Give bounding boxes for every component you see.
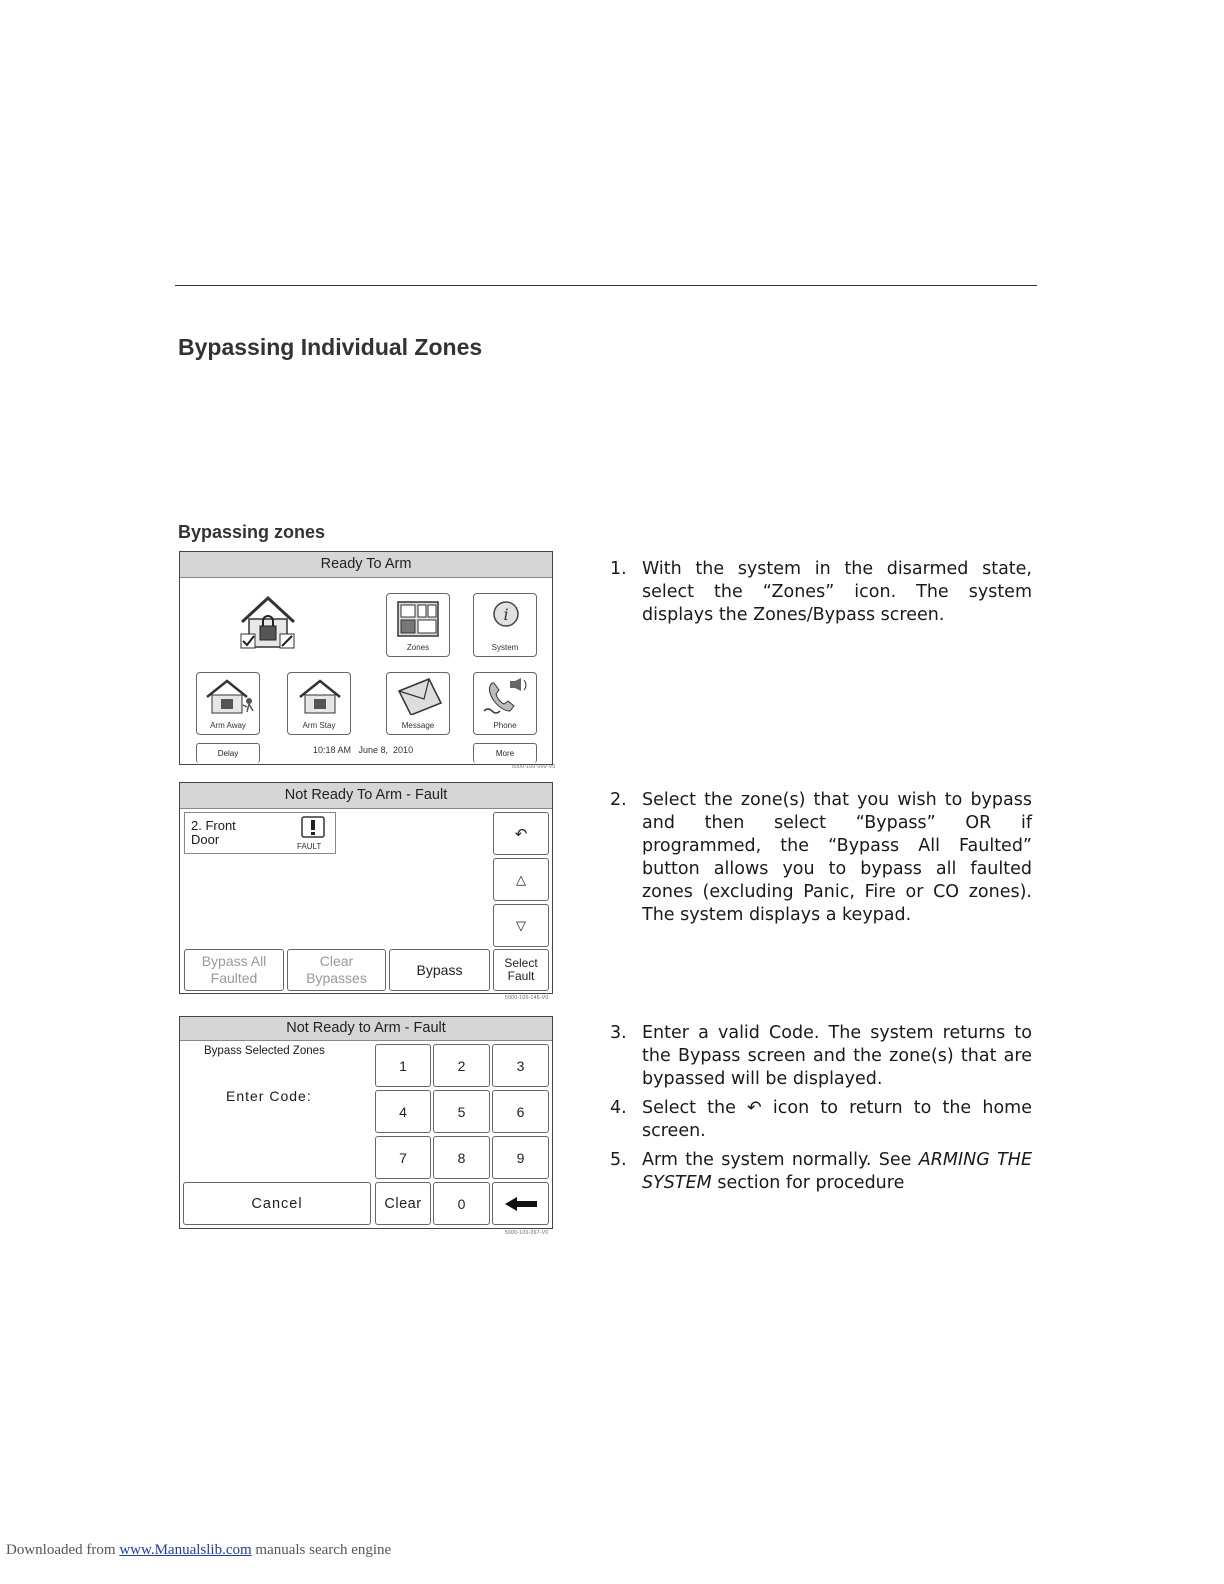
scroll-down-button[interactable] [493, 904, 549, 947]
screen-title-bar: Not Ready To Arm - Fault [180, 783, 552, 809]
page-heading: Bypassing Individual Zones [178, 334, 483, 360]
arm-stay-label: Arm Stay [302, 721, 336, 730]
step-block-2 [610, 789, 1032, 933]
arm-away-label: Arm Away [210, 721, 246, 730]
step-number: 3. [610, 1023, 627, 1043]
section-subheading: Bypassing zones [178, 522, 326, 542]
arm-away-house-icon [203, 677, 255, 715]
bypass-button[interactable]: Bypass [389, 949, 490, 991]
footer-prefix: Downloaded from [6, 1542, 116, 1558]
zone-name-line1: 2. Front [191, 818, 236, 833]
arm-stay-house-icon [296, 677, 344, 715]
bypass-all-line2: Faulted [210, 970, 258, 986]
backspace-button[interactable] [492, 1182, 549, 1225]
step-2 [610, 789, 1032, 927]
zones-grid-icon [397, 601, 439, 637]
screen-title-bar: Ready To Arm [180, 552, 552, 578]
keypad-key-0[interactable]: 0 [433, 1182, 490, 1225]
step-5 [610, 1149, 1032, 1195]
backspace-arrow-icon [503, 1196, 539, 1212]
keypad-key-1[interactable]: 1 [375, 1044, 431, 1087]
fault-label: FAULT [297, 842, 322, 851]
enter-code-screen [179, 1016, 553, 1229]
keypad-key-5[interactable]: 5 [433, 1090, 490, 1133]
step-block-3 [610, 1022, 1032, 1201]
scroll-up-button[interactable] [493, 858, 549, 901]
top-rule [175, 285, 1037, 286]
step-text: Enter a valid Code. The system returns to the Bypass screen and the zone(s) that are bypassed will be displayed. [642, 1023, 1032, 1089]
message-label: Message [401, 721, 435, 730]
step-number: 2. [610, 790, 627, 810]
phone-tile[interactable] [473, 672, 537, 735]
up-arrow-icon: △ [516, 871, 526, 887]
phone-label: Phone [493, 721, 517, 730]
back-button[interactable] [493, 812, 549, 855]
clear-bypasses-button[interactable] [287, 949, 386, 991]
arming-reference: ARMING THE SYSTEM [642, 1150, 1032, 1193]
keypad-key-6[interactable]: 6 [492, 1090, 549, 1133]
more-button[interactable]: More [473, 743, 537, 763]
select-fault-button[interactable] [493, 949, 549, 991]
step-text: Select the zone(s) that you wish to bypass and then select “Bypass” OR if programmed, the “Bypass All Faulted” button allows you to bypass all faulted zones (excluding Panic, Fire or CO zones). The system displays a keypad. [642, 790, 1032, 925]
clear-button[interactable]: Clear [375, 1182, 431, 1225]
select-fault-line2: Fault [507, 969, 535, 983]
zones-label: Zones [406, 643, 430, 652]
step-text: With the system in the disarmed state, select the “Zones” icon. The system displays the Zones/Bypass screen. [642, 559, 1032, 625]
step-1 [610, 558, 1032, 627]
bypass-all-line1: Bypass All [201, 953, 267, 969]
step-number: 4. [610, 1098, 627, 1118]
footer-suffix: manuals search engine [255, 1542, 392, 1558]
keypad-key-2[interactable]: 2 [433, 1044, 490, 1087]
cancel-button[interactable]: Cancel [183, 1182, 371, 1225]
step-text-before: Select the [642, 1098, 736, 1118]
download-footer [6, 1542, 391, 1559]
figure-code: 5000-100-000-V0 [512, 764, 556, 770]
delay-button[interactable]: Delay [196, 743, 260, 763]
fault-alert-icon [301, 816, 325, 838]
svg-text:i: i [503, 605, 509, 624]
keypad-key-8[interactable]: 8 [433, 1136, 490, 1179]
figure-code: 5000-100-067-V0 [505, 1230, 549, 1236]
bypass-selected-zones-label: Bypass Selected Zones [204, 1045, 325, 1057]
figure-code: 5000-100-145-V0 [505, 995, 549, 1001]
info-icon [492, 600, 520, 628]
date-time: 10:18 AM June 8, 2010 [313, 745, 414, 755]
step-text-after: icon to return to the home screen. [642, 1098, 1032, 1141]
clear-bypasses-line1: Clear [319, 953, 354, 969]
step-text-before: Arm the system normally. See [642, 1150, 912, 1170]
zone-name-line2: Door [191, 832, 220, 847]
back-arrow-icon: ↶ [514, 825, 528, 843]
screen-title-bar: Not Ready to Arm - Fault [180, 1017, 552, 1041]
step-4 [610, 1097, 1032, 1143]
envelope-icon [395, 677, 443, 715]
arm-stay-tile[interactable] [287, 672, 351, 735]
manualslib-link[interactable]: www.Manualslib.com [119, 1542, 252, 1558]
enter-code-prompt: Enter Code: [226, 1088, 312, 1104]
system-tile[interactable] [473, 593, 537, 657]
ready-to-arm-screen [179, 551, 553, 765]
step-text-after: section for procedure [717, 1173, 905, 1193]
keypad-key-3[interactable]: 3 [492, 1044, 549, 1087]
keypad-key-7[interactable]: 7 [375, 1136, 431, 1179]
clear-bypasses-line2: Bypasses [306, 970, 367, 986]
zones-tile[interactable] [386, 593, 450, 657]
bypass-all-faulted-button[interactable] [184, 949, 284, 991]
message-tile[interactable] [386, 672, 450, 735]
select-fault-line1: Select [504, 956, 538, 970]
zones-bypass-screen [179, 782, 553, 994]
step-block-1 [610, 558, 1032, 633]
zone-item[interactable] [184, 812, 336, 854]
phone-icon [482, 677, 530, 715]
back-arrow-icon: ↶ [747, 1098, 762, 1118]
keypad-key-9[interactable]: 9 [492, 1136, 549, 1179]
arm-away-tile[interactable] [196, 672, 260, 735]
step-3 [610, 1022, 1032, 1091]
keypad-key-4[interactable]: 4 [375, 1090, 431, 1133]
system-label: System [491, 643, 519, 652]
step-number: 5. [610, 1150, 627, 1170]
step-number: 1. [610, 559, 627, 579]
house-lock-status-icon [236, 592, 300, 652]
down-arrow-icon: ▽ [516, 917, 526, 933]
